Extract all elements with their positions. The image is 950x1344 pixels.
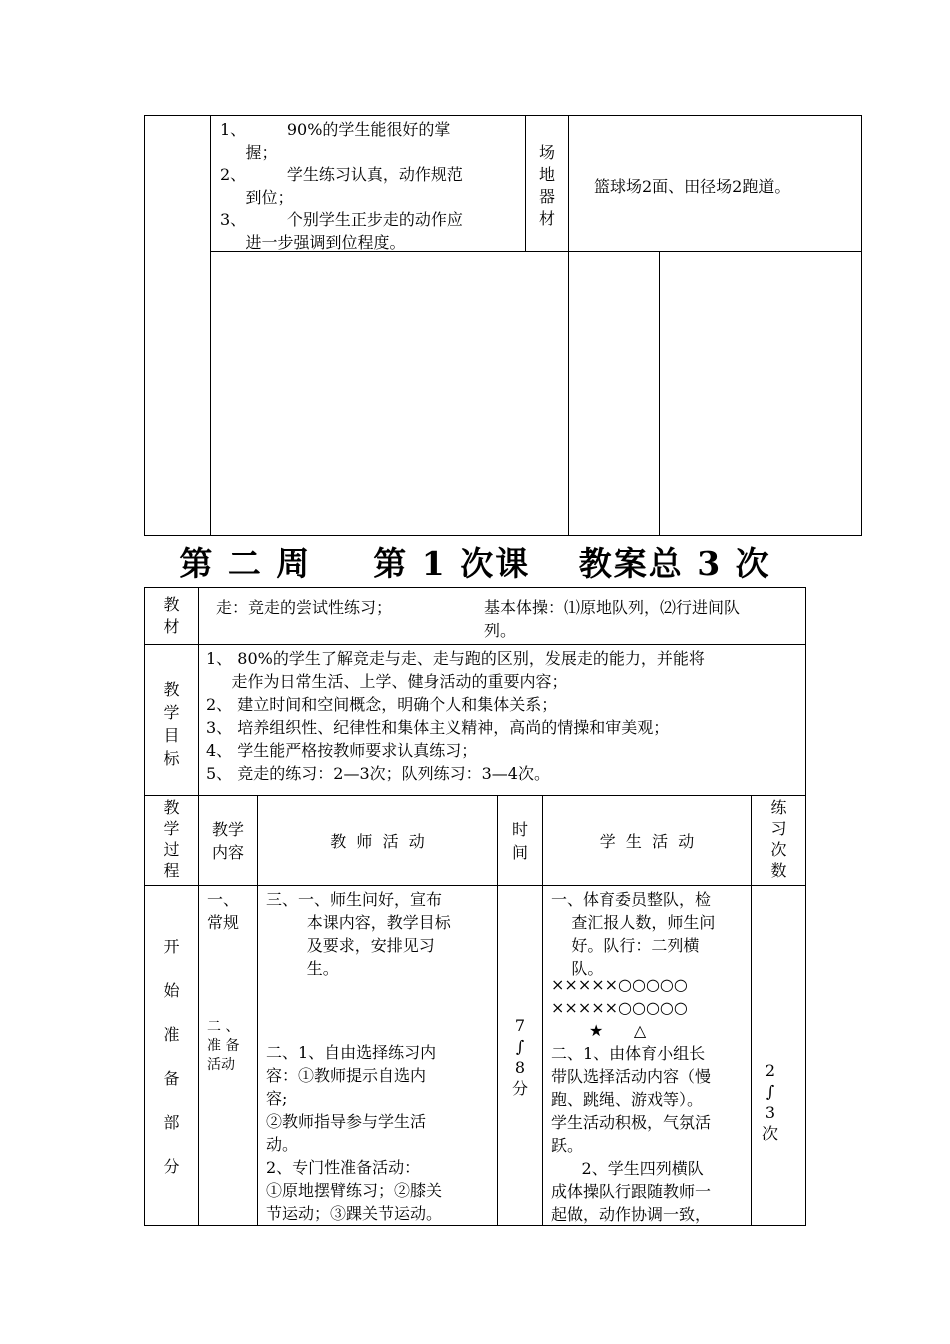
goal-5: 5、 竞走的练习：2—3次；队列练习：3—4次。 (206, 764, 550, 783)
header-teacher: 教 师 活 动 (330, 832, 425, 851)
student-activity-1: 一、体育委员整队，检 查汇报人数，师生问 好。队行：二列横 队。 (551, 890, 716, 978)
formation-row-2: ×××××○○○○○ (551, 998, 688, 1017)
title-lesson: 第 1 次课 (373, 544, 531, 583)
formation-row-1: ×××××○○○○○ (551, 975, 688, 994)
header-reps: 练 习 次 数 (770, 798, 787, 880)
venue-text: 篮球场2面、田径场2跑道。 (594, 177, 791, 196)
goal-label: 教 学 目 标 (163, 680, 180, 768)
page-title (0, 538, 950, 590)
header-student: 学 生 活 动 (599, 832, 695, 851)
section-label: 开 始 准 备 部 分 (163, 937, 180, 1176)
header-content: 教学 内容 (211, 820, 244, 862)
formation-markers: ★ △ (589, 1021, 647, 1040)
header-time: 时 间 (511, 820, 528, 862)
evaluation-item-3: 3、 个别学生正步走的动作应 进一步强调到位程度。 (220, 210, 463, 252)
title-week: 第 二 周 (179, 544, 312, 583)
goal-3: 3、 培养组织性、纪律性和集体主义精神，高尚的情操和审美观； (206, 718, 670, 737)
header-process: 教 学 过 程 (163, 798, 180, 880)
goal-2: 2、 建立时间和空间概念，明确个人和集体关系； (206, 695, 558, 714)
teacher-activity-1: 三、一、师生问好，宣布 本课内容，教学目标 及要求，安排见习 生。 (266, 890, 451, 978)
material-label: 教 材 (163, 595, 180, 636)
goal-1: 1、 80%的学生了解竞走与走、走与跑的区别，发展走的能力，并能将 走作为日常生活、上学、健身活动的重要内容； (206, 649, 705, 691)
venue-label: 场 地 器 材 (538, 143, 555, 228)
teacher-activity-2: 二、1、自由选择练习内 容：①教师提示自选内 容; ②教师指导参与学生活 动。 2、专门性准备活动： ①原地摆臂练习；②膝关 节运动；③踝关节运动。 (266, 1043, 443, 1223)
student-activity-2: 二、1、由体育小组长 带队选择活动内容（慢 跑、跳绳、游戏等）。 学生活动积极，气氛活 跃。 2、学生四列横队 成体操队行跟随教师一 起做，动作协调一致， (551, 1044, 712, 1224)
material-gym: 基本体操：⑴原地队列，⑵行进间队 列。 (484, 598, 741, 640)
reps-value: 2 ∫ 3 次 (761, 1061, 778, 1143)
time-value: 7 ∫ 8 分 (511, 1016, 528, 1098)
material-walk: 走：竞走的尝试性练习； (216, 598, 393, 617)
evaluation-item-2: 2、 学生练习认真，动作规范 到位； (220, 165, 463, 207)
evaluation-item-1: 1、 90%的学生能很好的掌 握； (220, 120, 451, 162)
content-warmup: 二 、 准 备 活动 (207, 1019, 240, 1073)
content-routine: 一、 常规 (207, 890, 240, 932)
title-total: 教案总 3 次 (578, 544, 771, 583)
goal-4: 4、 学生能严格按教师要求认真练习； (206, 741, 478, 760)
